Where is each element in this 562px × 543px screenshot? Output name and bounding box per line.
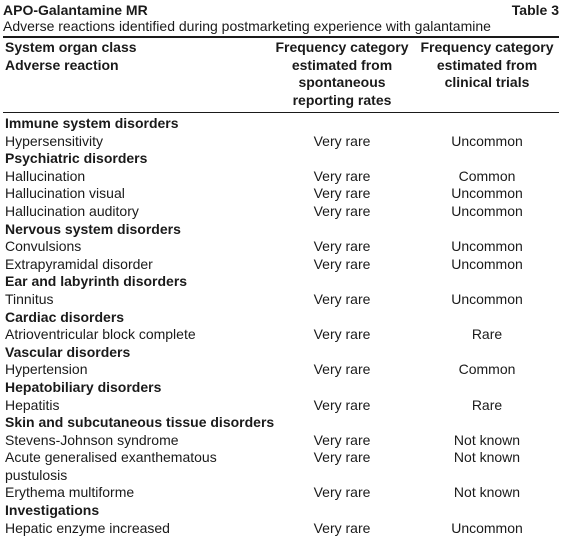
spontaneous-frequency: Very rare [313, 167, 371, 184]
spontaneous-frequency: Very rare [313, 132, 371, 149]
group-name: Hepatobiliary disorders [5, 378, 162, 395]
document-title: APO-Galantamine MR [3, 2, 148, 18]
spontaneous-frequency: Very rare [313, 431, 371, 448]
table-row [3, 484, 559, 502]
col1-header-line2: Adverse reaction [5, 56, 119, 73]
clinical-frequency: Uncommon [451, 238, 523, 255]
table-label: Table 3 [511, 2, 559, 18]
adverse-reaction: Acute generalised exanthematous [5, 449, 217, 466]
adverse-reaction: Tinnitus [5, 290, 54, 307]
adverse-reaction: Hypersensitivity [5, 132, 104, 149]
adverse-reaction-cell [3, 449, 269, 484]
table-row [3, 185, 559, 203]
group-row [3, 221, 559, 239]
group-row [3, 344, 559, 362]
group-name: Cardiac disorders [5, 308, 125, 325]
spontaneous-frequency: Very rare [313, 396, 371, 413]
adverse-reaction: Hallucination [5, 167, 86, 184]
spontaneous-frequency: Very rare [313, 326, 371, 343]
table-row [3, 520, 559, 538]
adverse-reaction-cell [3, 361, 269, 379]
group-row [3, 414, 559, 432]
title-bar [3, 2, 559, 18]
clinical-frequency: Common [458, 361, 516, 378]
adverse-reaction-cell [3, 185, 269, 203]
adverse-reaction-cell [3, 203, 269, 221]
col-header-system-organ-class [3, 38, 269, 113]
table-caption: Adverse reactions identified during postmarketing experience with galantamine [3, 18, 491, 34]
spontaneous-frequency: Very rare [313, 185, 371, 202]
spontaneous-frequency: Very rare [313, 484, 371, 501]
adverse-reaction-cell [3, 291, 269, 309]
adverse-reaction: Hallucination auditory [5, 202, 139, 219]
spontaneous-frequency: Very rare [313, 290, 371, 307]
adverse-reaction: Stevens-Johnson syndrome [5, 431, 179, 448]
adverse-reaction-cell [3, 326, 269, 344]
table-row [3, 238, 559, 256]
adverse-reaction: Extrapyramidal disorder [5, 255, 153, 272]
adverse-reaction: Atrioventricular block complete [5, 326, 196, 343]
table-row [3, 203, 559, 221]
clinical-frequency: Uncommon [451, 202, 523, 219]
group-name: Investigations [5, 502, 100, 519]
table-row [3, 449, 559, 484]
clinical-frequency: Rare [471, 396, 503, 413]
adverse-reaction: Hepatitis [5, 396, 60, 413]
clinical-frequency: Not known [453, 431, 521, 448]
adverse-reaction-cell [3, 238, 269, 256]
adverse-reaction: Erythema multiforme [5, 484, 135, 501]
adverse-reaction: Convulsions [5, 238, 82, 255]
spontaneous-frequency: Very rare [313, 202, 371, 219]
adverse-reaction: Hypertension [5, 361, 88, 378]
clinical-frequency: Rare [471, 326, 503, 343]
spontaneous-frequency: Very rare [313, 361, 371, 378]
table-header-row [3, 38, 559, 113]
table-row [3, 168, 559, 186]
spontaneous-frequency: Very rare [313, 449, 371, 466]
clinical-frequency: Common [458, 167, 516, 184]
clinical-frequency: Not known [453, 484, 521, 501]
table-row [3, 432, 559, 450]
group-row [3, 309, 559, 327]
col1-header-line1: System organ class [5, 39, 137, 55]
group-row [3, 150, 559, 168]
table-row [3, 133, 559, 151]
spontaneous-frequency: Very rare [313, 255, 371, 272]
group-row [3, 273, 559, 291]
group-row [3, 379, 559, 397]
table-row [3, 326, 559, 344]
clinical-frequency: Uncommon [451, 290, 523, 307]
table-row [3, 256, 559, 274]
group-name: Immune system disorders [5, 115, 179, 131]
group-name: Ear and labyrinth disorders [5, 273, 188, 290]
table-row [3, 361, 559, 379]
group-row [3, 113, 559, 133]
clinical-frequency: Uncommon [451, 519, 523, 536]
table-document [3, 2, 559, 537]
adverse-reaction-cell [3, 168, 269, 186]
adverse-reaction-cell [3, 432, 269, 450]
spontaneous-frequency: Very rare [313, 519, 371, 536]
group-name: Nervous system disorders [5, 220, 181, 237]
group-name: Psychiatric disorders [5, 150, 148, 167]
spontaneous-frequency: Very rare [313, 238, 371, 255]
group-name: Skin and subcutaneous tissue disorders [5, 414, 275, 431]
adverse-reaction: Hepatic enzyme increased [5, 519, 170, 536]
adverse-reaction-cell [3, 484, 269, 502]
col-header-spontaneous: Frequency category estimated from spontaneous reporting rates [275, 39, 409, 108]
adverse-reaction: Hallucination visual [5, 185, 125, 202]
clinical-frequency: Uncommon [451, 132, 523, 149]
col-header-clinical: Frequency category estimated from clinical trials [420, 39, 554, 90]
adverse-reaction-cell [3, 133, 269, 151]
table-row [3, 291, 559, 309]
group-row [3, 502, 559, 520]
adverse-reaction-cell [3, 256, 269, 274]
adverse-reaction-continued: pustulosis [5, 466, 68, 483]
adverse-reaction-cell [3, 397, 269, 415]
adverse-reaction-cell [3, 520, 269, 538]
group-name: Vascular disorders [5, 343, 131, 360]
clinical-frequency: Uncommon [451, 185, 523, 202]
table-row [3, 397, 559, 415]
clinical-frequency: Uncommon [451, 255, 523, 272]
clinical-frequency: Not known [453, 449, 521, 466]
adverse-reactions-table [3, 38, 559, 537]
table-body [3, 113, 559, 538]
